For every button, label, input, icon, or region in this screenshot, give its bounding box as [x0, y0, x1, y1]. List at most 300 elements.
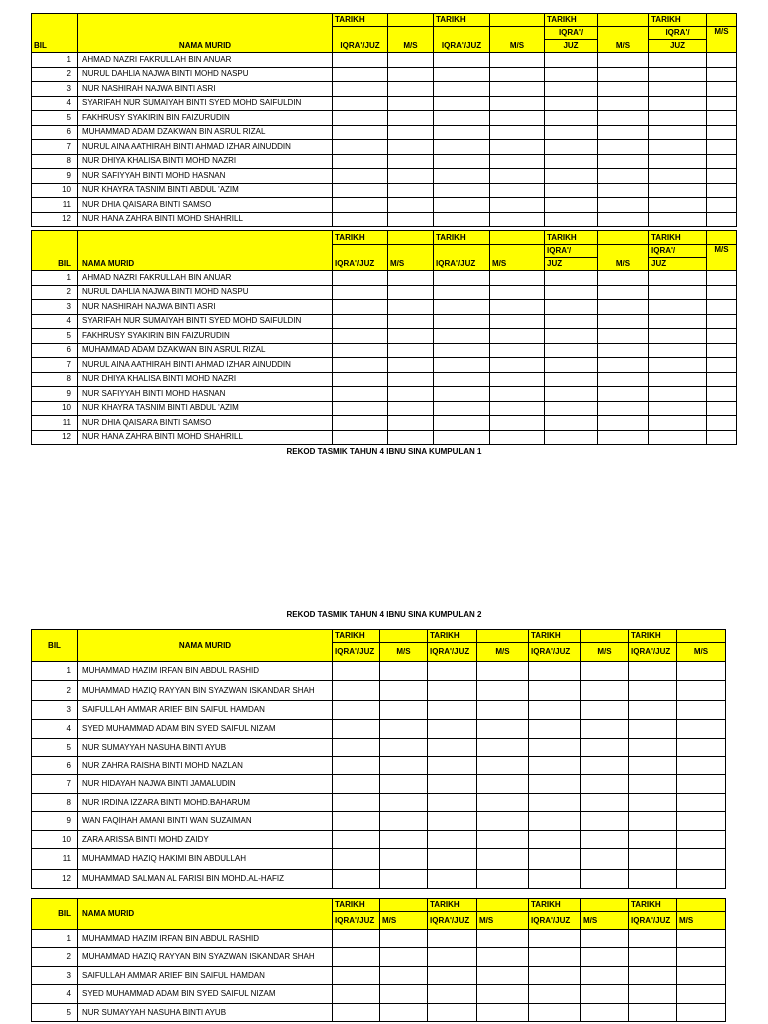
- ms-cell[interactable]: [477, 701, 529, 720]
- ms-cell[interactable]: [598, 372, 649, 387]
- iqra-juz-cell[interactable]: [545, 183, 598, 198]
- iqra-juz-cell[interactable]: [649, 82, 707, 97]
- ms-cell[interactable]: [490, 401, 545, 416]
- iqra-juz-cell[interactable]: [434, 67, 490, 82]
- ms-cell[interactable]: [598, 169, 649, 184]
- ms-cell[interactable]: [598, 329, 649, 344]
- iqra-juz-cell[interactable]: [629, 1004, 677, 1022]
- ms-cell[interactable]: [707, 358, 737, 373]
- ms-cell[interactable]: [707, 198, 737, 213]
- iqra-juz-cell[interactable]: [333, 985, 380, 1004]
- ms-cell[interactable]: [388, 387, 434, 402]
- iqra-juz-cell[interactable]: [333, 701, 380, 720]
- iqra-juz-cell[interactable]: [629, 831, 677, 849]
- iqra-juz-cell[interactable]: [434, 343, 490, 358]
- ms-cell[interactable]: [581, 720, 629, 739]
- ms-cell[interactable]: [677, 1004, 726, 1022]
- ms-cell[interactable]: [707, 314, 737, 329]
- ms-cell[interactable]: [677, 701, 726, 720]
- iqra-juz-cell[interactable]: [428, 720, 477, 739]
- iqra-juz-cell[interactable]: [434, 169, 490, 184]
- iqra-juz-cell[interactable]: [529, 1004, 581, 1022]
- ms-cell[interactable]: [477, 662, 529, 681]
- iqra-juz-cell[interactable]: [649, 329, 707, 344]
- iqra-juz-cell[interactable]: [629, 662, 677, 681]
- ms-cell[interactable]: [388, 416, 434, 431]
- ms-cell[interactable]: [677, 739, 726, 757]
- iqra-juz-cell[interactable]: [649, 53, 707, 68]
- ms-cell[interactable]: [490, 212, 545, 227]
- ms-cell[interactable]: [490, 314, 545, 329]
- iqra-juz-cell[interactable]: [529, 662, 581, 681]
- iqra-juz-cell[interactable]: [545, 314, 598, 329]
- iqra-juz-cell[interactable]: [529, 948, 581, 967]
- ms-cell[interactable]: [490, 111, 545, 126]
- iqra-juz-cell[interactable]: [428, 1004, 477, 1022]
- ms-cell[interactable]: [598, 387, 649, 402]
- ms-cell[interactable]: [707, 212, 737, 227]
- ms-cell[interactable]: [677, 775, 726, 794]
- iqra-juz-cell[interactable]: [428, 775, 477, 794]
- ms-cell[interactable]: [677, 948, 726, 967]
- iqra-juz-cell[interactable]: [434, 372, 490, 387]
- iqra-juz-cell[interactable]: [333, 775, 380, 794]
- iqra-juz-cell[interactable]: [629, 967, 677, 985]
- ms-cell[interactable]: [707, 67, 737, 82]
- ms-cell[interactable]: [490, 430, 545, 445]
- iqra-juz-cell[interactable]: [434, 387, 490, 402]
- iqra-juz-cell[interactable]: [529, 870, 581, 889]
- iqra-juz-cell[interactable]: [333, 154, 388, 169]
- iqra-juz-cell[interactable]: [545, 212, 598, 227]
- ms-cell[interactable]: [707, 343, 737, 358]
- iqra-juz-cell[interactable]: [428, 985, 477, 1004]
- iqra-juz-cell[interactable]: [545, 372, 598, 387]
- iqra-juz-cell[interactable]: [545, 358, 598, 373]
- iqra-juz-cell[interactable]: [529, 812, 581, 831]
- ms-cell[interactable]: [707, 154, 737, 169]
- iqra-juz-cell[interactable]: [428, 662, 477, 681]
- iqra-juz-cell[interactable]: [629, 757, 677, 775]
- ms-cell[interactable]: [490, 53, 545, 68]
- ms-cell[interactable]: [707, 430, 737, 445]
- ms-cell[interactable]: [598, 82, 649, 97]
- ms-cell[interactable]: [581, 812, 629, 831]
- ms-cell[interactable]: [677, 985, 726, 1004]
- ms-cell[interactable]: [388, 111, 434, 126]
- iqra-juz-cell[interactable]: [333, 372, 388, 387]
- iqra-juz-cell[interactable]: [333, 681, 380, 701]
- ms-cell[interactable]: [490, 372, 545, 387]
- iqra-juz-cell[interactable]: [333, 169, 388, 184]
- iqra-juz-cell[interactable]: [333, 430, 388, 445]
- ms-cell[interactable]: [598, 154, 649, 169]
- iqra-juz-cell[interactable]: [529, 930, 581, 948]
- iqra-juz-cell[interactable]: [434, 140, 490, 155]
- ms-cell[interactable]: [598, 343, 649, 358]
- ms-cell[interactable]: [380, 701, 428, 720]
- iqra-juz-cell[interactable]: [545, 96, 598, 111]
- iqra-juz-cell[interactable]: [529, 757, 581, 775]
- ms-cell[interactable]: [388, 140, 434, 155]
- iqra-juz-cell[interactable]: [428, 967, 477, 985]
- ms-cell[interactable]: [380, 720, 428, 739]
- ms-cell[interactable]: [388, 314, 434, 329]
- iqra-juz-cell[interactable]: [333, 739, 380, 757]
- ms-cell[interactable]: [388, 96, 434, 111]
- iqra-juz-cell[interactable]: [333, 948, 380, 967]
- ms-cell[interactable]: [677, 870, 726, 889]
- ms-cell[interactable]: [598, 314, 649, 329]
- iqra-juz-cell[interactable]: [545, 140, 598, 155]
- ms-cell[interactable]: [598, 183, 649, 198]
- ms-cell[interactable]: [477, 967, 529, 985]
- iqra-juz-cell[interactable]: [545, 416, 598, 431]
- ms-cell[interactable]: [677, 794, 726, 812]
- ms-cell[interactable]: [477, 831, 529, 849]
- ms-cell[interactable]: [707, 285, 737, 300]
- ms-cell[interactable]: [677, 662, 726, 681]
- ms-cell[interactable]: [677, 967, 726, 985]
- ms-cell[interactable]: [477, 739, 529, 757]
- iqra-juz-cell[interactable]: [529, 849, 581, 870]
- ms-cell[interactable]: [477, 775, 529, 794]
- iqra-juz-cell[interactable]: [629, 812, 677, 831]
- ms-cell[interactable]: [581, 870, 629, 889]
- ms-cell[interactable]: [490, 67, 545, 82]
- iqra-juz-cell[interactable]: [545, 343, 598, 358]
- ms-cell[interactable]: [677, 720, 726, 739]
- ms-cell[interactable]: [380, 1004, 428, 1022]
- iqra-juz-cell[interactable]: [529, 739, 581, 757]
- iqra-juz-cell[interactable]: [333, 271, 388, 286]
- ms-cell[interactable]: [707, 387, 737, 402]
- ms-cell[interactable]: [477, 794, 529, 812]
- iqra-juz-cell[interactable]: [434, 358, 490, 373]
- iqra-juz-cell[interactable]: [333, 125, 388, 140]
- iqra-juz-cell[interactable]: [333, 111, 388, 126]
- iqra-juz-cell[interactable]: [333, 314, 388, 329]
- iqra-juz-cell[interactable]: [545, 329, 598, 344]
- iqra-juz-cell[interactable]: [434, 314, 490, 329]
- ms-cell[interactable]: [388, 271, 434, 286]
- ms-cell[interactable]: [598, 358, 649, 373]
- iqra-juz-cell[interactable]: [428, 948, 477, 967]
- iqra-juz-cell[interactable]: [649, 96, 707, 111]
- ms-cell[interactable]: [380, 930, 428, 948]
- iqra-juz-cell[interactable]: [434, 96, 490, 111]
- iqra-juz-cell[interactable]: [333, 662, 380, 681]
- ms-cell[interactable]: [380, 870, 428, 889]
- iqra-juz-cell[interactable]: [434, 271, 490, 286]
- iqra-juz-cell[interactable]: [649, 198, 707, 213]
- ms-cell[interactable]: [490, 285, 545, 300]
- ms-cell[interactable]: [388, 372, 434, 387]
- iqra-juz-cell[interactable]: [629, 720, 677, 739]
- iqra-juz-cell[interactable]: [434, 53, 490, 68]
- ms-cell[interactable]: [388, 358, 434, 373]
- ms-cell[interactable]: [380, 739, 428, 757]
- ms-cell[interactable]: [677, 849, 726, 870]
- ms-cell[interactable]: [707, 401, 737, 416]
- iqra-juz-cell[interactable]: [545, 285, 598, 300]
- ms-cell[interactable]: [388, 343, 434, 358]
- iqra-juz-cell[interactable]: [333, 720, 380, 739]
- iqra-juz-cell[interactable]: [434, 125, 490, 140]
- ms-cell[interactable]: [490, 300, 545, 315]
- iqra-juz-cell[interactable]: [428, 930, 477, 948]
- ms-cell[interactable]: [598, 96, 649, 111]
- iqra-juz-cell[interactable]: [649, 416, 707, 431]
- iqra-juz-cell[interactable]: [333, 343, 388, 358]
- ms-cell[interactable]: [707, 169, 737, 184]
- ms-cell[interactable]: [380, 849, 428, 870]
- iqra-juz-cell[interactable]: [545, 169, 598, 184]
- ms-cell[interactable]: [677, 812, 726, 831]
- iqra-juz-cell[interactable]: [434, 401, 490, 416]
- iqra-juz-cell[interactable]: [529, 701, 581, 720]
- ms-cell[interactable]: [581, 757, 629, 775]
- ms-cell[interactable]: [598, 67, 649, 82]
- iqra-juz-cell[interactable]: [333, 198, 388, 213]
- iqra-juz-cell[interactable]: [333, 849, 380, 870]
- ms-cell[interactable]: [380, 985, 428, 1004]
- ms-cell[interactable]: [581, 831, 629, 849]
- iqra-juz-cell[interactable]: [333, 416, 388, 431]
- ms-cell[interactable]: [598, 285, 649, 300]
- ms-cell[interactable]: [598, 271, 649, 286]
- iqra-juz-cell[interactable]: [333, 140, 388, 155]
- iqra-juz-cell[interactable]: [649, 372, 707, 387]
- ms-cell[interactable]: [490, 198, 545, 213]
- ms-cell[interactable]: [581, 681, 629, 701]
- ms-cell[interactable]: [598, 125, 649, 140]
- iqra-juz-cell[interactable]: [629, 775, 677, 794]
- ms-cell[interactable]: [388, 329, 434, 344]
- ms-cell[interactable]: [477, 985, 529, 1004]
- ms-cell[interactable]: [477, 812, 529, 831]
- ms-cell[interactable]: [380, 775, 428, 794]
- iqra-juz-cell[interactable]: [629, 870, 677, 889]
- iqra-juz-cell[interactable]: [333, 53, 388, 68]
- ms-cell[interactable]: [477, 681, 529, 701]
- iqra-juz-cell[interactable]: [333, 387, 388, 402]
- ms-cell[interactable]: [581, 662, 629, 681]
- ms-cell[interactable]: [388, 183, 434, 198]
- iqra-juz-cell[interactable]: [333, 96, 388, 111]
- iqra-juz-cell[interactable]: [649, 111, 707, 126]
- ms-cell[interactable]: [380, 948, 428, 967]
- ms-cell[interactable]: [388, 212, 434, 227]
- iqra-juz-cell[interactable]: [545, 300, 598, 315]
- iqra-juz-cell[interactable]: [333, 757, 380, 775]
- ms-cell[interactable]: [707, 53, 737, 68]
- iqra-juz-cell[interactable]: [629, 739, 677, 757]
- ms-cell[interactable]: [477, 1004, 529, 1022]
- ms-cell[interactable]: [581, 985, 629, 1004]
- ms-cell[interactable]: [388, 430, 434, 445]
- iqra-juz-cell[interactable]: [333, 358, 388, 373]
- iqra-juz-cell[interactable]: [545, 271, 598, 286]
- iqra-juz-cell[interactable]: [529, 775, 581, 794]
- ms-cell[interactable]: [707, 111, 737, 126]
- iqra-juz-cell[interactable]: [649, 169, 707, 184]
- iqra-juz-cell[interactable]: [545, 111, 598, 126]
- ms-cell[interactable]: [598, 300, 649, 315]
- ms-cell[interactable]: [490, 343, 545, 358]
- ms-cell[interactable]: [598, 53, 649, 68]
- ms-cell[interactable]: [581, 930, 629, 948]
- iqra-juz-cell[interactable]: [629, 849, 677, 870]
- iqra-juz-cell[interactable]: [529, 985, 581, 1004]
- iqra-juz-cell[interactable]: [649, 387, 707, 402]
- iqra-juz-cell[interactable]: [333, 285, 388, 300]
- ms-cell[interactable]: [707, 140, 737, 155]
- iqra-juz-cell[interactable]: [333, 794, 380, 812]
- ms-cell[interactable]: [477, 930, 529, 948]
- ms-cell[interactable]: [707, 82, 737, 97]
- iqra-juz-cell[interactable]: [649, 67, 707, 82]
- iqra-juz-cell[interactable]: [649, 343, 707, 358]
- ms-cell[interactable]: [388, 82, 434, 97]
- ms-cell[interactable]: [677, 831, 726, 849]
- iqra-juz-cell[interactable]: [545, 154, 598, 169]
- ms-cell[interactable]: [380, 662, 428, 681]
- ms-cell[interactable]: [490, 125, 545, 140]
- iqra-juz-cell[interactable]: [529, 831, 581, 849]
- ms-cell[interactable]: [598, 140, 649, 155]
- ms-cell[interactable]: [380, 831, 428, 849]
- iqra-juz-cell[interactable]: [545, 198, 598, 213]
- iqra-juz-cell[interactable]: [545, 430, 598, 445]
- iqra-juz-cell[interactable]: [629, 948, 677, 967]
- iqra-juz-cell[interactable]: [428, 681, 477, 701]
- iqra-juz-cell[interactable]: [434, 183, 490, 198]
- ms-cell[interactable]: [388, 53, 434, 68]
- ms-cell[interactable]: [477, 757, 529, 775]
- iqra-juz-cell[interactable]: [529, 681, 581, 701]
- ms-cell[interactable]: [707, 96, 737, 111]
- iqra-juz-cell[interactable]: [428, 757, 477, 775]
- ms-cell[interactable]: [707, 372, 737, 387]
- iqra-juz-cell[interactable]: [434, 198, 490, 213]
- ms-cell[interactable]: [388, 125, 434, 140]
- ms-cell[interactable]: [490, 271, 545, 286]
- ms-cell[interactable]: [677, 757, 726, 775]
- ms-cell[interactable]: [707, 329, 737, 344]
- iqra-juz-cell[interactable]: [545, 67, 598, 82]
- ms-cell[interactable]: [581, 948, 629, 967]
- iqra-juz-cell[interactable]: [649, 154, 707, 169]
- ms-cell[interactable]: [490, 329, 545, 344]
- iqra-juz-cell[interactable]: [649, 401, 707, 416]
- iqra-juz-cell[interactable]: [649, 271, 707, 286]
- ms-cell[interactable]: [581, 701, 629, 720]
- ms-cell[interactable]: [707, 183, 737, 198]
- ms-cell[interactable]: [388, 401, 434, 416]
- iqra-juz-cell[interactable]: [434, 82, 490, 97]
- ms-cell[interactable]: [598, 416, 649, 431]
- iqra-juz-cell[interactable]: [333, 82, 388, 97]
- ms-cell[interactable]: [707, 125, 737, 140]
- iqra-juz-cell[interactable]: [428, 812, 477, 831]
- ms-cell[interactable]: [477, 720, 529, 739]
- iqra-juz-cell[interactable]: [529, 720, 581, 739]
- ms-cell[interactable]: [598, 430, 649, 445]
- iqra-juz-cell[interactable]: [649, 183, 707, 198]
- ms-cell[interactable]: [380, 967, 428, 985]
- iqra-juz-cell[interactable]: [629, 985, 677, 1004]
- ms-cell[interactable]: [490, 154, 545, 169]
- ms-cell[interactable]: [490, 169, 545, 184]
- iqra-juz-cell[interactable]: [434, 111, 490, 126]
- iqra-juz-cell[interactable]: [333, 329, 388, 344]
- iqra-juz-cell[interactable]: [333, 831, 380, 849]
- iqra-juz-cell[interactable]: [434, 416, 490, 431]
- iqra-juz-cell[interactable]: [434, 329, 490, 344]
- iqra-juz-cell[interactable]: [629, 681, 677, 701]
- ms-cell[interactable]: [707, 416, 737, 431]
- ms-cell[interactable]: [677, 681, 726, 701]
- ms-cell[interactable]: [380, 794, 428, 812]
- ms-cell[interactable]: [598, 198, 649, 213]
- ms-cell[interactable]: [477, 870, 529, 889]
- iqra-juz-cell[interactable]: [649, 140, 707, 155]
- iqra-juz-cell[interactable]: [333, 212, 388, 227]
- ms-cell[interactable]: [707, 271, 737, 286]
- iqra-juz-cell[interactable]: [333, 401, 388, 416]
- iqra-juz-cell[interactable]: [545, 401, 598, 416]
- ms-cell[interactable]: [388, 67, 434, 82]
- ms-cell[interactable]: [490, 358, 545, 373]
- iqra-juz-cell[interactable]: [428, 870, 477, 889]
- ms-cell[interactable]: [581, 739, 629, 757]
- iqra-juz-cell[interactable]: [529, 967, 581, 985]
- ms-cell[interactable]: [581, 1004, 629, 1022]
- iqra-juz-cell[interactable]: [649, 212, 707, 227]
- iqra-juz-cell[interactable]: [629, 794, 677, 812]
- iqra-juz-cell[interactable]: [545, 387, 598, 402]
- ms-cell[interactable]: [388, 169, 434, 184]
- ms-cell[interactable]: [677, 930, 726, 948]
- iqra-juz-cell[interactable]: [434, 154, 490, 169]
- iqra-juz-cell[interactable]: [428, 701, 477, 720]
- iqra-juz-cell[interactable]: [649, 314, 707, 329]
- ms-cell[interactable]: [707, 300, 737, 315]
- iqra-juz-cell[interactable]: [649, 125, 707, 140]
- iqra-juz-cell[interactable]: [428, 831, 477, 849]
- ms-cell[interactable]: [598, 401, 649, 416]
- iqra-juz-cell[interactable]: [333, 300, 388, 315]
- ms-cell[interactable]: [490, 82, 545, 97]
- ms-cell[interactable]: [581, 775, 629, 794]
- iqra-juz-cell[interactable]: [649, 430, 707, 445]
- iqra-juz-cell[interactable]: [545, 82, 598, 97]
- iqra-juz-cell[interactable]: [333, 930, 380, 948]
- ms-cell[interactable]: [380, 812, 428, 831]
- iqra-juz-cell[interactable]: [545, 125, 598, 140]
- iqra-juz-cell[interactable]: [333, 967, 380, 985]
- ms-cell[interactable]: [490, 140, 545, 155]
- iqra-juz-cell[interactable]: [428, 849, 477, 870]
- iqra-juz-cell[interactable]: [434, 300, 490, 315]
- iqra-juz-cell[interactable]: [629, 701, 677, 720]
- iqra-juz-cell[interactable]: [428, 739, 477, 757]
- iqra-juz-cell[interactable]: [333, 812, 380, 831]
- iqra-juz-cell[interactable]: [649, 285, 707, 300]
- ms-cell[interactable]: [380, 681, 428, 701]
- ms-cell[interactable]: [581, 794, 629, 812]
